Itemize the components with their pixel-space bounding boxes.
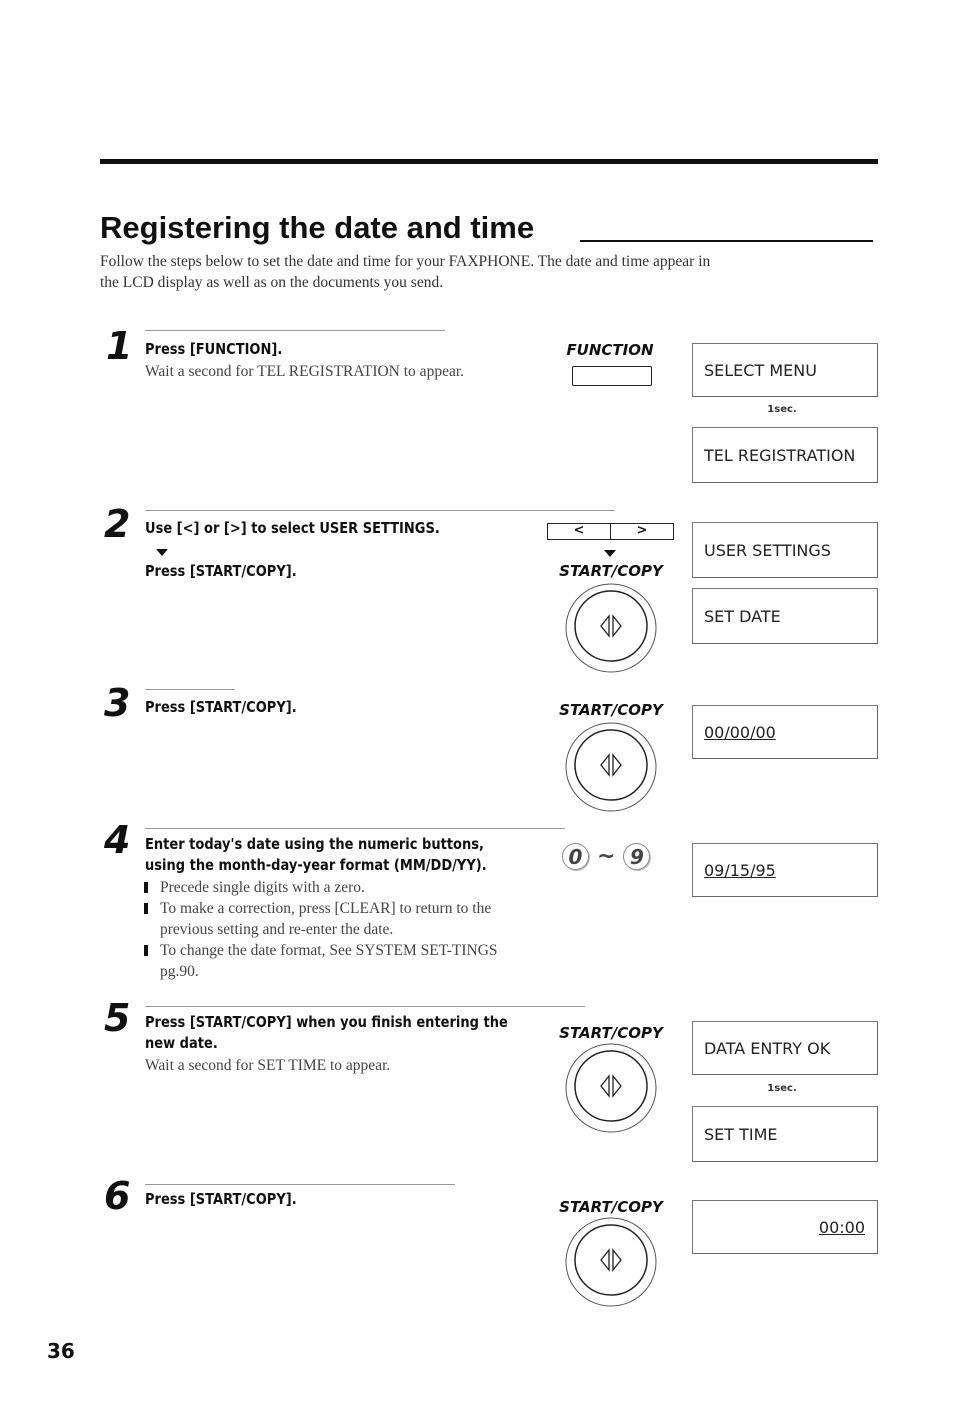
step-number: 1 xyxy=(106,324,133,368)
step-divider xyxy=(145,828,565,829)
lcd-display: 00/00/00 xyxy=(692,705,878,759)
right-arrow-button[interactable]: > xyxy=(610,524,673,539)
step-divider xyxy=(145,330,445,331)
step-instruction: new date. xyxy=(145,1034,218,1052)
nav-keys xyxy=(547,523,674,540)
step-notes xyxy=(143,877,515,982)
lcd-display: SELECT MENU xyxy=(692,343,878,397)
numeric-keys xyxy=(562,843,650,870)
step-instruction: using the month-day-year format (MM/DD/YY). xyxy=(145,856,487,874)
step-divider xyxy=(145,1006,585,1007)
start-copy-label: START/COPY xyxy=(559,1198,663,1216)
step-divider xyxy=(145,689,235,690)
page-title: Registering the date and time xyxy=(100,210,535,245)
step-number: 4 xyxy=(104,818,131,862)
step-divider xyxy=(145,1184,455,1185)
step-number: 5 xyxy=(104,996,131,1040)
arrow-down-icon xyxy=(604,550,616,557)
lcd-display: TEL REGISTRATION xyxy=(692,427,878,483)
intro-text: Follow the steps below to set the date and time for your FAXPHONE. The date and time appear in the LCD display as well as on the documents you send. xyxy=(100,253,711,291)
start-copy-label: START/COPY xyxy=(559,1024,663,1042)
step-instruction: Press [START/COPY]. xyxy=(145,562,297,580)
start-copy-button[interactable] xyxy=(561,719,661,817)
lcd-display: SET DATE xyxy=(692,588,878,644)
step-instruction: Press [START/COPY]. xyxy=(145,1190,297,1208)
delay-label: 1sec. xyxy=(767,1083,797,1094)
numeric-button-9[interactable]: 9 xyxy=(623,843,650,870)
delay-label: 1sec. xyxy=(767,404,797,415)
function-button[interactable] xyxy=(572,366,652,386)
start-copy-button[interactable] xyxy=(561,580,661,678)
lcd-display: 00:00 xyxy=(692,1200,878,1254)
step-number: 3 xyxy=(104,681,131,725)
step-instruction: Press [START/COPY]. xyxy=(145,698,297,716)
arrow-down-icon xyxy=(156,549,168,556)
lcd-display: USER SETTINGS xyxy=(692,522,878,578)
step-detail: Wait a second for TEL REGISTRATION to appear. xyxy=(145,363,465,380)
lcd-display: SET TIME xyxy=(692,1106,878,1162)
lcd-display: DATA ENTRY OK xyxy=(692,1021,878,1075)
function-button-label: FUNCTION xyxy=(566,341,654,359)
left-arrow-button[interactable]: < xyxy=(573,523,585,538)
start-copy-label: START/COPY xyxy=(559,701,663,719)
step-instruction: Press [START/COPY] when you finish entering the xyxy=(145,1013,508,1031)
title-rule xyxy=(580,240,873,242)
step-number: 2 xyxy=(104,502,131,546)
start-copy-label: START/COPY xyxy=(559,562,663,580)
page-number: 36 xyxy=(47,1339,75,1363)
start-copy-button[interactable] xyxy=(561,1214,661,1312)
start-copy-button[interactable] xyxy=(561,1040,661,1138)
numeric-button-0[interactable]: 0 xyxy=(562,843,589,870)
step-divider xyxy=(145,510,615,511)
note-item: To change the date format, See SYSTEM SET-TINGS pg.90. xyxy=(143,940,515,982)
note-item: To make a correction, press [CLEAR] to return to the previous setting and re-enter the date. xyxy=(143,898,515,940)
step-number: 6 xyxy=(104,1174,131,1218)
range-tilde: ~ xyxy=(597,844,616,869)
step-instruction: Press [FUNCTION]. xyxy=(145,340,283,358)
top-rule xyxy=(100,159,878,164)
lcd-display: 09/15/95 xyxy=(692,843,878,897)
step-instruction: Use [<] or [>] to select USER SETTINGS. xyxy=(145,519,440,537)
step-detail: Wait a second for SET TIME to appear. xyxy=(145,1057,391,1074)
note-item: Precede single digits with a zero. xyxy=(143,877,515,898)
step-instruction: Enter today's date using the numeric buttons, xyxy=(145,835,484,853)
